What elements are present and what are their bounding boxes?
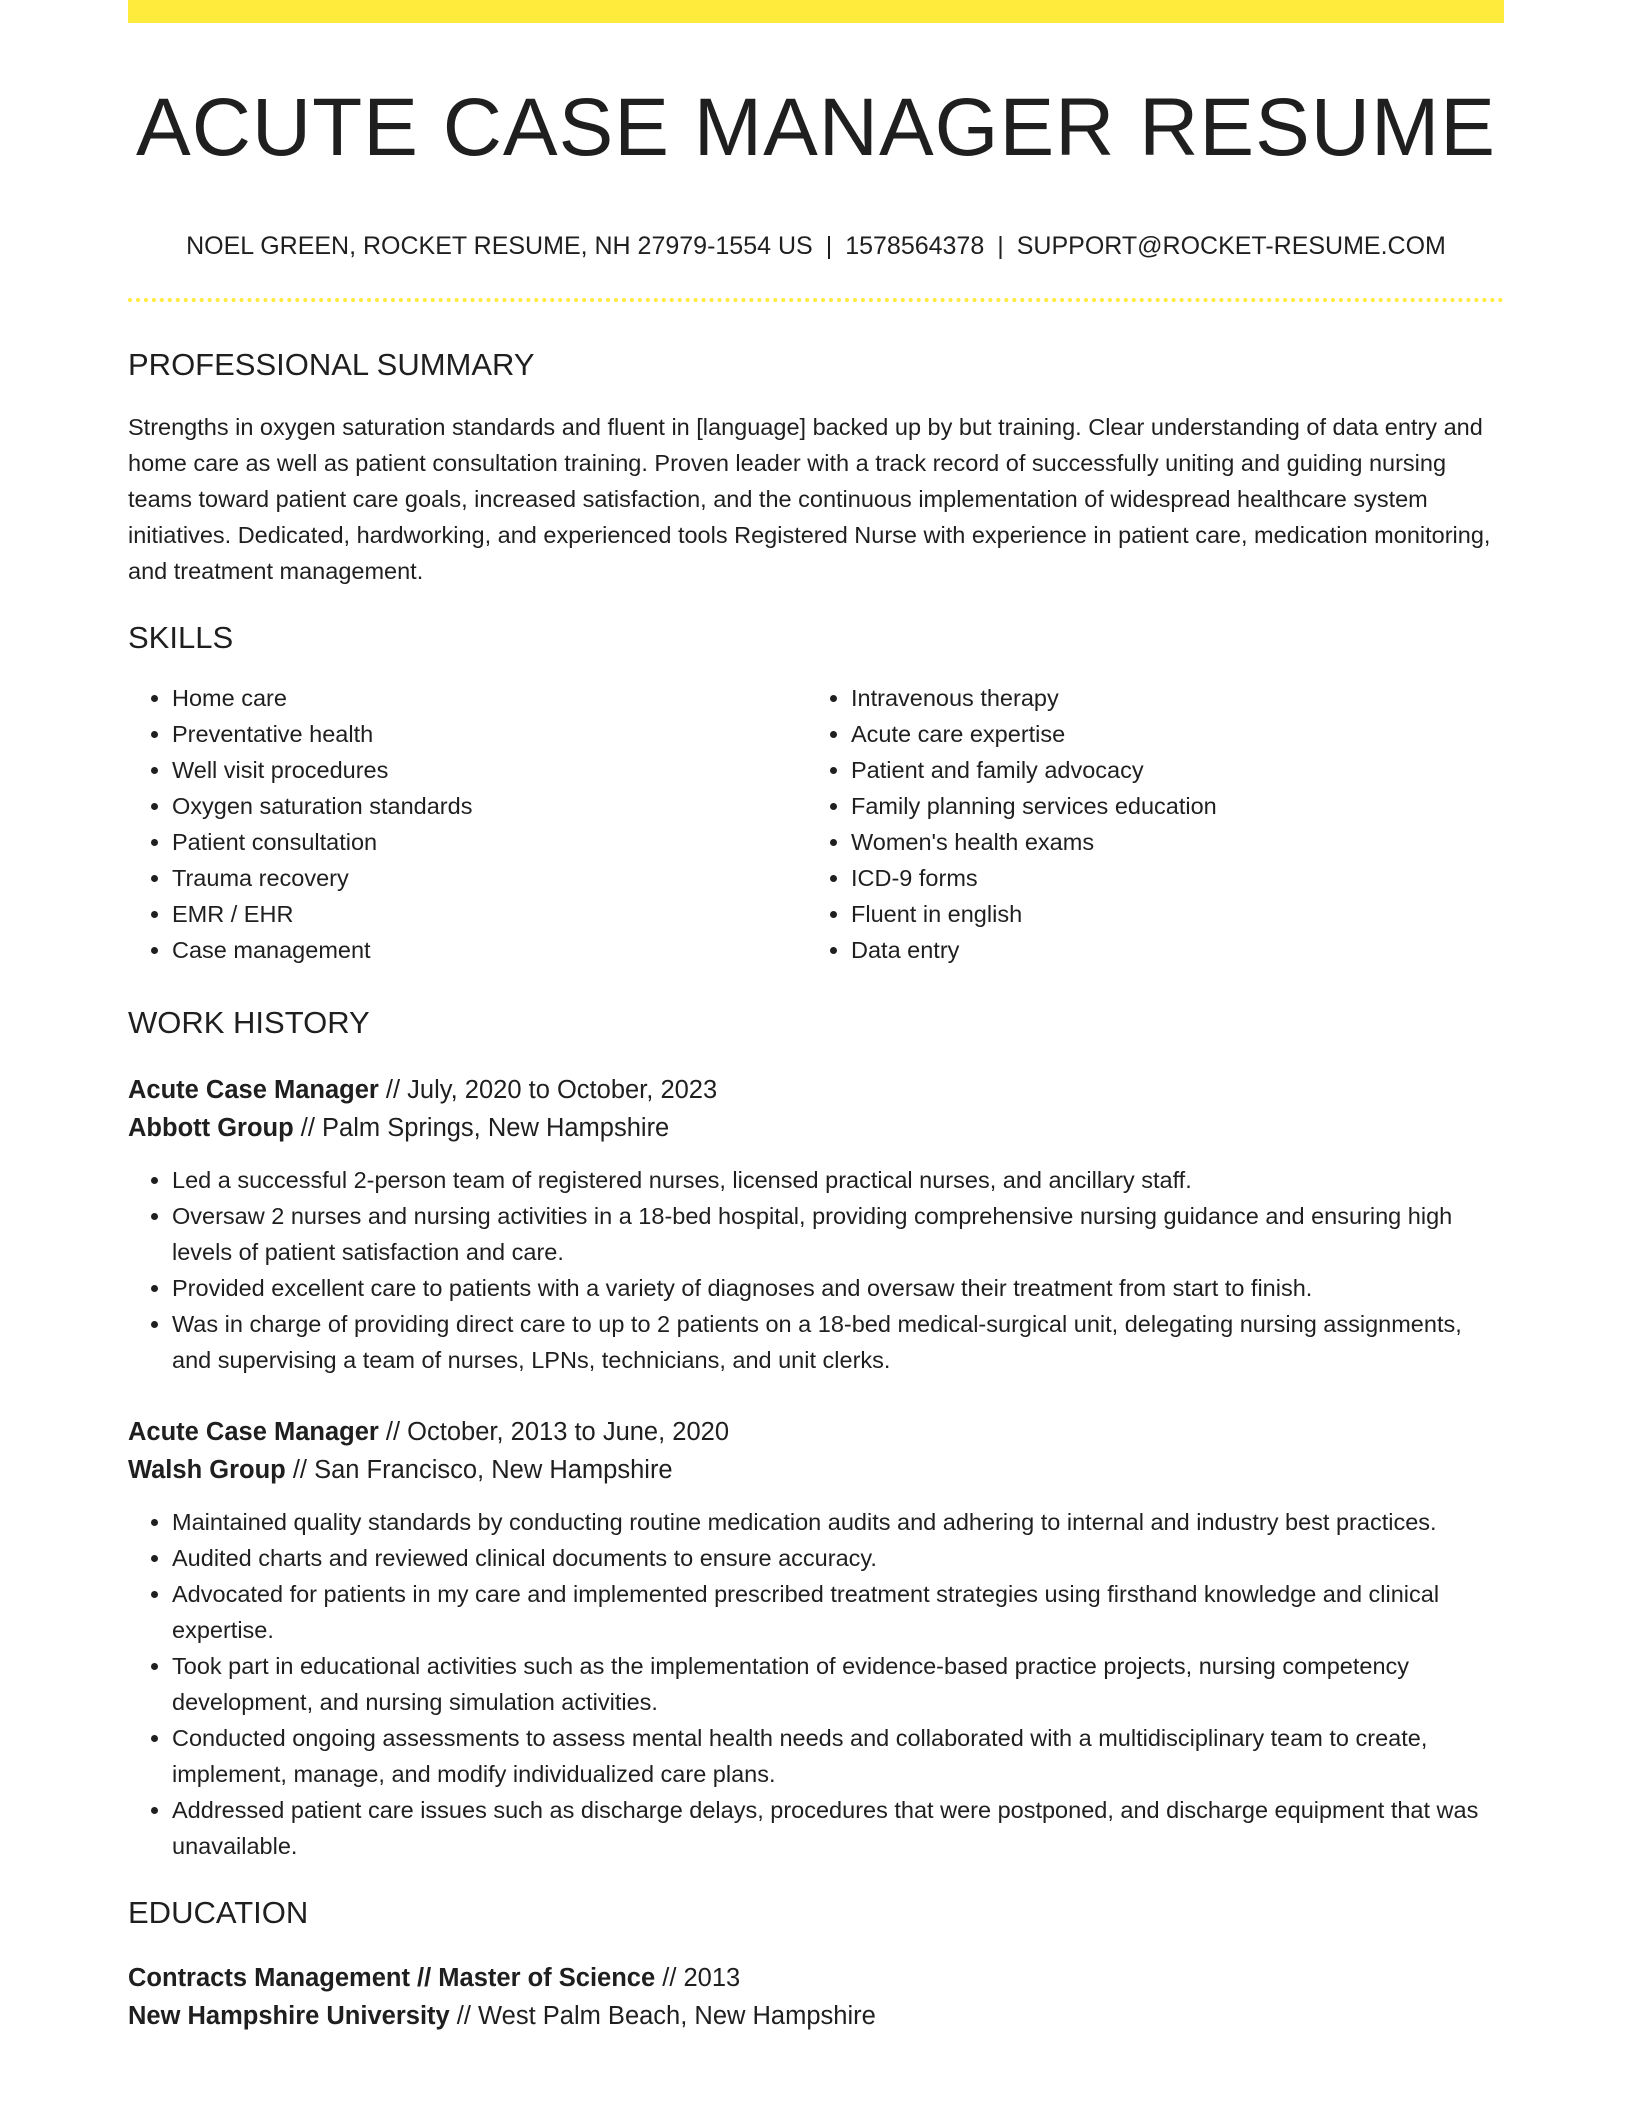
skill-item: • Preventative health (172, 716, 807, 752)
job-entry (128, 1071, 1504, 1378)
work-history-heading: WORK HISTORY (128, 1004, 370, 1040)
skill-item: • Oxygen saturation standards (172, 788, 807, 824)
top-accent-bar (128, 0, 1504, 23)
skill-item: • Home care (172, 680, 807, 716)
job-entry (128, 1413, 1504, 1864)
job-location: // Palm Springs, New Hampshire (293, 1113, 670, 1142)
job-bullet: • Advocated for patients in my care and implemented prescribed treatment strategies using firsthand knowledge and clinical expertise. (172, 1576, 1504, 1648)
job-company-line (128, 1109, 1504, 1147)
skill-item: • Patient and family advocacy (851, 752, 1486, 788)
skills-heading: SKILLS (128, 620, 234, 656)
job-location: // San Francisco, New Hampshire (285, 1455, 673, 1484)
job-dates: // October, 2013 to June, 2020 (378, 1417, 730, 1446)
job-bullet: • Conducted ongoing assessments to assess mental health needs and collaborated with a multidisciplinary team to create, implement, manage, and modify individualized care plans. (172, 1720, 1504, 1792)
skills-list (128, 680, 1504, 968)
resume-title: ACUTE CASE MANAGER RESUME (136, 82, 1496, 173)
skill-item: • EMR / EHR (172, 896, 807, 932)
job-bullet: • Maintained quality standards by conducting routine medication audits and adhering to internal and industry best practices. (172, 1504, 1504, 1540)
job-company: Abbott Group (128, 1113, 294, 1142)
contact-phone: 1578564378 (845, 232, 985, 261)
education-school-line (128, 1997, 1504, 2035)
job-company-line (128, 1451, 1504, 1489)
skill-item: • Trauma recovery (172, 860, 807, 896)
skill-item: • Women's health exams (851, 824, 1486, 860)
job-bullet: • Oversaw 2 nurses and nursing activities in a 18-bed hospital, providing comprehensive nursing guidance and ensuring high levels of patient satisfaction and care. (172, 1198, 1504, 1270)
skill-item: • Patient consultation (172, 824, 807, 860)
contact-line (128, 231, 1504, 261)
contact-separator: | (825, 232, 833, 261)
skill-item: • ICD-9 forms (851, 860, 1486, 896)
summary-text: Strengths in oxygen saturation standards and fluent in [language] backed up by but training. Clear understanding of data entry and home care as well as patient consultation training. Proven leader with a track record of successfully uniting and guiding nursing teams toward patient care goals, increased satisfaction, and the continuous implementation of widespread healthcare system initiatives. Dedicated, hardworking, and experienced tools Registered Nurse with experience in patient care, medication monitoring, and treatment management. (128, 414, 1491, 585)
job-role: Acute Case Manager (128, 1075, 379, 1104)
skill-item: • Family planning services education (851, 788, 1486, 824)
contact-email: SUPPORT@ROCKET-RESUME.COM (1016, 232, 1446, 261)
job-bullet: • Was in charge of providing direct care to up to 2 patients on a 18-bed medical-surgical unit, delegating nursing assignments, and supervising a team of nurses, LPNs, technicians, and unit clerks. (172, 1306, 1504, 1378)
dotted-divider (128, 298, 1504, 302)
education-degree: Contracts Management // Master of Science (128, 1963, 656, 1992)
skill-item: • Data entry (851, 932, 1486, 968)
education-heading: EDUCATION (128, 1894, 309, 1930)
skills-right-column (807, 680, 1486, 968)
education-location: // West Palm Beach, New Hampshire (449, 2001, 876, 2030)
job-bullet: • Addressed patient care issues such as discharge delays, procedures that were postponed, and discharge equipment that was unavailable. (172, 1792, 1504, 1864)
skill-item: • Intravenous therapy (851, 680, 1486, 716)
contact-address: NOEL GREEN, ROCKET RESUME, NH 27979-1554 US (186, 232, 813, 261)
skill-item: • Acute care expertise (851, 716, 1486, 752)
education-school: New Hampshire University (128, 2001, 450, 2030)
job-role: Acute Case Manager (128, 1417, 379, 1446)
job-company: Walsh Group (128, 1455, 286, 1484)
job-dates: // July, 2020 to October, 2023 (378, 1075, 718, 1104)
skill-item: • Case management (172, 932, 807, 968)
education-year: // 2013 (655, 1963, 741, 1992)
job-bullets (128, 1504, 1504, 1864)
job-bullet: • Led a successful 2-person team of registered nurses, licensed practical nurses, and ancillary staff. (172, 1162, 1504, 1198)
education-entry (128, 1959, 1504, 2035)
resume-page (128, 0, 1504, 2035)
job-title-line (128, 1071, 1504, 1109)
job-bullet: • Provided excellent care to patients with a variety of diagnoses and oversaw their treatment from start to finish. (172, 1270, 1504, 1306)
job-bullets (128, 1162, 1504, 1378)
skill-item: • Well visit procedures (172, 752, 807, 788)
skills-left-column (128, 680, 807, 968)
contact-separator: | (997, 232, 1004, 261)
skill-item: • Fluent in english (851, 896, 1486, 932)
education-degree-line (128, 1959, 1504, 1997)
job-bullet: • Audited charts and reviewed clinical documents to ensure accuracy. (172, 1540, 1504, 1576)
summary-heading: PROFESSIONAL SUMMARY (128, 347, 535, 383)
job-title-line (128, 1413, 1504, 1451)
job-bullet: • Took part in educational activities such as the implementation of evidence-based practice projects, nursing competency development, and nursing simulation activities. (172, 1648, 1504, 1720)
